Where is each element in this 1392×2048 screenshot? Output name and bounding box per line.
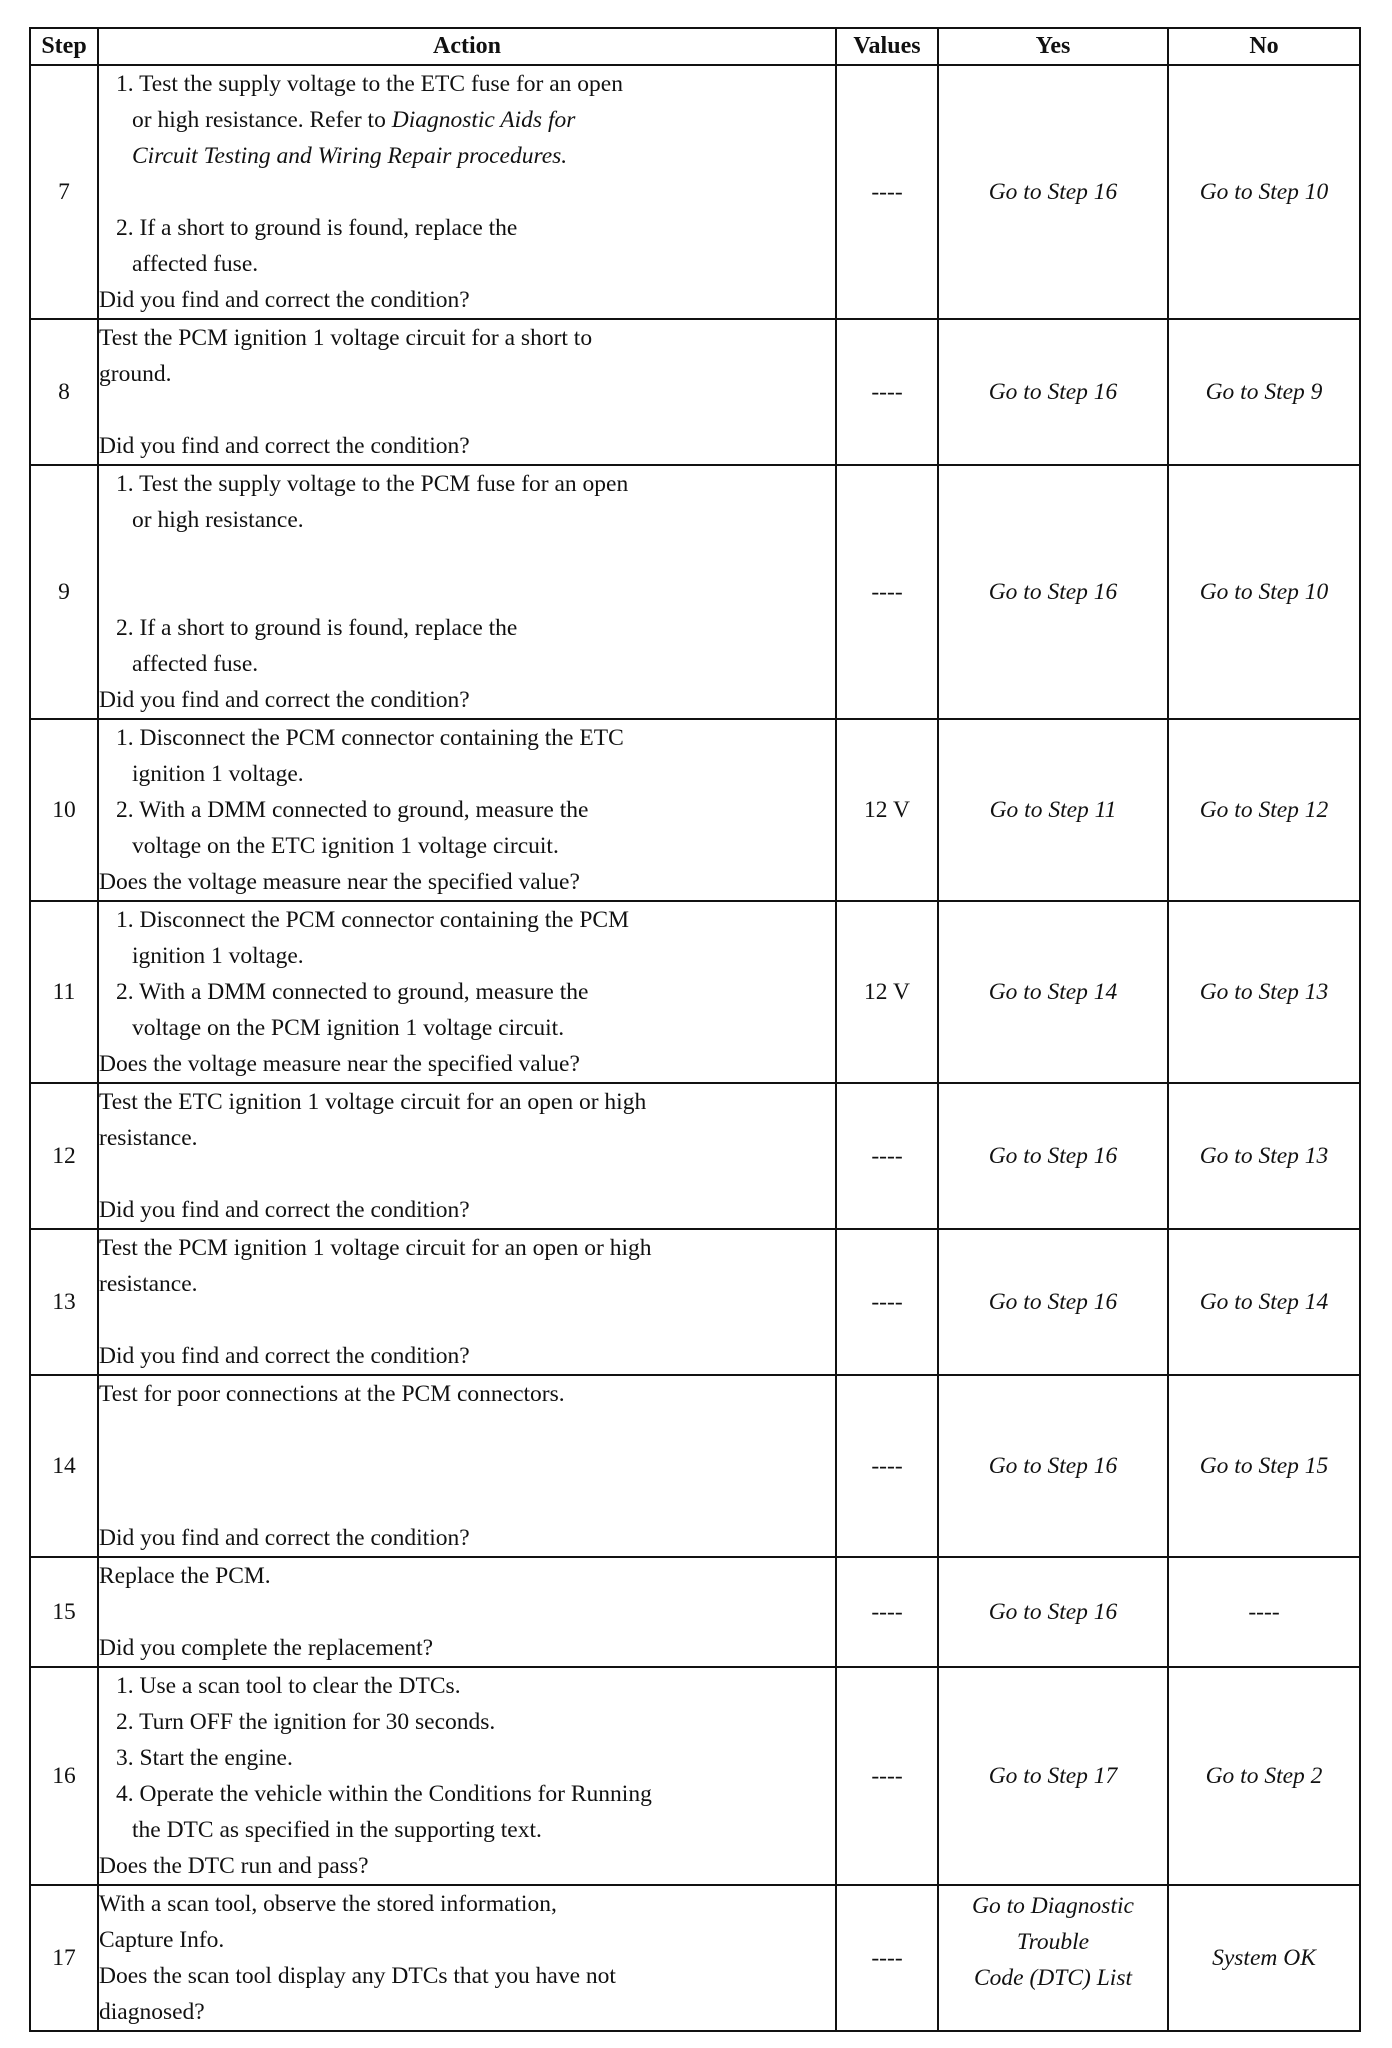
action-line: 4. Operate the vehicle within the Conditions for Running	[116, 1781, 652, 1807]
action-line: affected fuse.	[132, 251, 259, 277]
action-cell	[98, 319, 836, 465]
action-question: Does the scan tool display any DTCs that you have not	[99, 1963, 616, 1989]
action-line: 3. Start the engine.	[116, 1745, 293, 1771]
yes-line: Go to Diagnostic	[972, 1893, 1134, 1919]
values-cell: ----	[836, 1375, 938, 1557]
table-row	[30, 1885, 1360, 2031]
action-line	[99, 102, 835, 138]
action-line: ignition 1 voltage.	[132, 943, 304, 969]
action-line: 2. With a DMM connected to ground, measure the	[116, 979, 589, 1005]
values-cell: ----	[836, 319, 938, 465]
no-cell: Go to Step 15	[1168, 1375, 1360, 1557]
action-cell	[98, 719, 836, 901]
yes-cell: Go to Step 16	[938, 465, 1168, 719]
action-question: Did you find and correct the condition?	[99, 1525, 470, 1551]
action-line: ignition 1 voltage.	[132, 761, 304, 787]
yes-cell: Go to Step 14	[938, 901, 1168, 1083]
no-cell: Go to Step 10	[1168, 65, 1360, 319]
no-cell: Go to Step 9	[1168, 319, 1360, 465]
action-cell	[98, 465, 836, 719]
no-cell: Go to Step 13	[1168, 1083, 1360, 1229]
values-cell: 12 V	[836, 901, 938, 1083]
action-line: or high resistance.	[132, 507, 304, 533]
header-no: No	[1168, 28, 1360, 65]
action-question: Did you find and correct the condition?	[99, 1197, 470, 1223]
action-question: Did you find and correct the condition?	[99, 687, 470, 713]
step-number: 11	[30, 901, 98, 1083]
no-cell: ----	[1168, 1557, 1360, 1667]
action-line: Test the ETC ignition 1 voltage circuit for an open or high	[99, 1089, 647, 1115]
action-line: Test for poor connections at the PCM connectors.	[99, 1381, 565, 1407]
action-question: Does the DTC run and pass?	[99, 1853, 369, 1879]
action-cell	[98, 1083, 836, 1229]
action-line: 2. Turn OFF the ignition for 30 seconds.	[116, 1709, 496, 1735]
action-line: 2. If a short to ground is found, replace the	[116, 615, 518, 641]
step-number: 16	[30, 1667, 98, 1885]
values-cell: ----	[836, 1667, 938, 1885]
yes-cell	[938, 1885, 1168, 2031]
values-cell: ----	[836, 1557, 938, 1667]
action-line: voltage on the ETC ignition 1 voltage circuit.	[132, 833, 559, 859]
step-number: 9	[30, 465, 98, 719]
action-line: 1. Test the supply voltage to the PCM fuse for an open	[116, 471, 629, 497]
yes-line: Trouble	[1016, 1929, 1090, 1955]
yes-cell: Go to Step 11	[938, 719, 1168, 901]
no-cell: Go to Step 2	[1168, 1667, 1360, 1885]
action-line: Test the PCM ignition 1 voltage circuit for a short to	[99, 325, 593, 351]
action-line: 2. If a short to ground is found, replace the	[116, 215, 518, 241]
yes-cell: Go to Step 16	[938, 1375, 1168, 1557]
table-row	[30, 1557, 1360, 1667]
action-cell	[98, 1375, 836, 1557]
step-number: 7	[30, 65, 98, 319]
action-question: Did you complete the replacement?	[99, 1635, 434, 1661]
action-cell	[98, 1667, 836, 1885]
values-cell: ----	[836, 1229, 938, 1375]
action-line: 1. Disconnect the PCM connector containing the ETC	[116, 725, 624, 751]
yes-cell: Go to Step 16	[938, 1083, 1168, 1229]
table-row	[30, 1375, 1360, 1557]
diagnostic-table	[29, 27, 1361, 2032]
action-line: the DTC as specified in the supporting text.	[132, 1817, 542, 1843]
action-line: 1. Test the supply voltage to the ETC fuse for an open	[116, 71, 623, 97]
table-row	[30, 1667, 1360, 1885]
header-yes: Yes	[938, 28, 1168, 65]
yes-cell: Go to Step 17	[938, 1667, 1168, 1885]
step-number: 12	[30, 1083, 98, 1229]
action-line: ground.	[99, 361, 172, 387]
table-row	[30, 901, 1360, 1083]
yes-line: Code (DTC) List	[974, 1965, 1132, 1991]
header-action: Action	[98, 28, 836, 65]
action-line: Replace the PCM.	[99, 1563, 271, 1589]
table-row	[30, 319, 1360, 465]
action-question: Does the voltage measure near the specified value?	[99, 869, 580, 895]
no-cell: Go to Step 10	[1168, 465, 1360, 719]
yes-cell: Go to Step 16	[938, 1229, 1168, 1375]
values-cell: ----	[836, 1885, 938, 2031]
action-line: 2. With a DMM connected to ground, measure the	[116, 797, 589, 823]
action-text: or high resistance. Refer to	[132, 107, 392, 133]
action-line: resistance.	[99, 1271, 198, 1297]
action-line: resistance.	[99, 1125, 198, 1151]
action-line: affected fuse.	[132, 651, 259, 677]
action-line: Test the PCM ignition 1 voltage circuit for an open or high	[99, 1235, 652, 1261]
action-line: With a scan tool, observe the stored information,	[99, 1891, 557, 1917]
step-number: 13	[30, 1229, 98, 1375]
table-row	[30, 465, 1360, 719]
no-cell: Go to Step 13	[1168, 901, 1360, 1083]
values-cell: ----	[836, 65, 938, 319]
values-cell: ----	[836, 1083, 938, 1229]
action-line: 1. Disconnect the PCM connector containing the PCM	[116, 907, 630, 933]
yes-cell: Go to Step 16	[938, 65, 1168, 319]
reference-link-text: Diagnostic Aids for	[391, 107, 576, 133]
reference-link-text: Circuit Testing and Wiring Repair procedures.	[132, 143, 568, 169]
step-number: 14	[30, 1375, 98, 1557]
table-row	[30, 1083, 1360, 1229]
table-row	[30, 65, 1360, 319]
no-cell: Go to Step 14	[1168, 1229, 1360, 1375]
action-cell	[98, 65, 836, 319]
action-question: Did you find and correct the condition?	[99, 1343, 470, 1369]
action-cell	[98, 1885, 836, 2031]
action-line: voltage on the PCM ignition 1 voltage circuit.	[132, 1015, 565, 1041]
action-question: diagnosed?	[99, 1999, 205, 2025]
action-question: Did you find and correct the condition?	[99, 287, 470, 313]
action-question: Does the voltage measure near the specified value?	[99, 1051, 580, 1077]
header-row	[30, 28, 1360, 65]
action-cell	[98, 1229, 836, 1375]
values-cell: 12 V	[836, 719, 938, 901]
header-step: Step	[30, 28, 98, 65]
action-line: 1. Use a scan tool to clear the DTCs.	[116, 1673, 461, 1699]
action-line: Capture Info.	[99, 1927, 225, 1953]
header-values: Values	[836, 28, 938, 65]
values-cell: ----	[836, 465, 938, 719]
no-cell: System OK	[1168, 1885, 1360, 2031]
step-number: 17	[30, 1885, 98, 2031]
yes-cell: Go to Step 16	[938, 319, 1168, 465]
action-cell	[98, 901, 836, 1083]
action-line	[99, 138, 835, 174]
step-number: 10	[30, 719, 98, 901]
yes-cell: Go to Step 16	[938, 1557, 1168, 1667]
no-cell: Go to Step 12	[1168, 719, 1360, 901]
step-number: 8	[30, 319, 98, 465]
table-row	[30, 719, 1360, 901]
table-row	[30, 1229, 1360, 1375]
action-cell	[98, 1557, 836, 1667]
action-question: Did you find and correct the condition?	[99, 433, 470, 459]
step-number: 15	[30, 1557, 98, 1667]
